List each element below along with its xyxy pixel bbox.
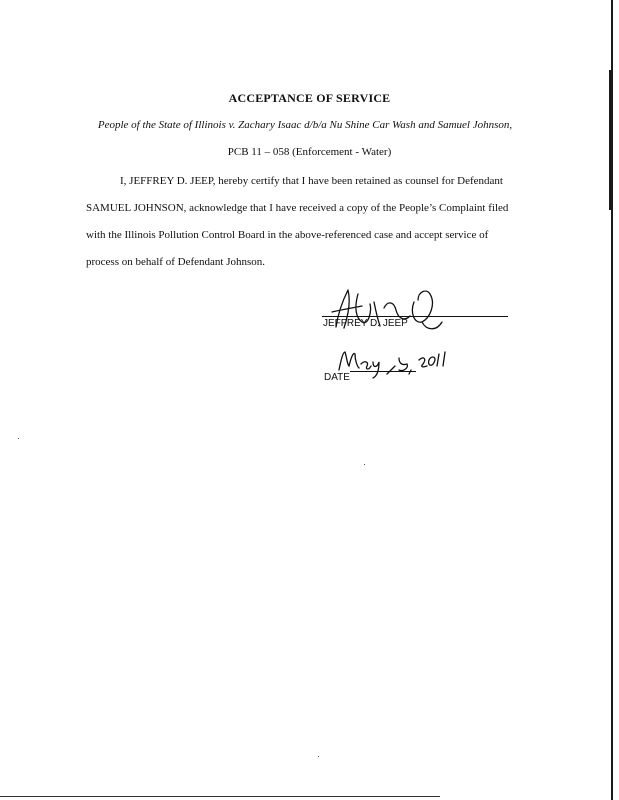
body-line-4: process on behalf of Defendant Johnson. (86, 256, 266, 268)
document-title: ACCEPTANCE OF SERVICE (228, 91, 391, 105)
date-line (350, 371, 416, 372)
body-line-1: I, JEFFREY D. JEEP, hereby certify that I have been retained as counsel for Defendant (120, 175, 503, 187)
case-caption: People of the State of Illinois v. Zachary Isaac d/b/a Nu Shine Car Wash and Samuel Johnson, (97, 119, 513, 131)
scan-speck (18, 438, 19, 439)
signature-line (322, 316, 508, 317)
date-label: DATE (324, 372, 350, 383)
scan-speck (364, 464, 365, 465)
handwritten-date (335, 348, 455, 378)
page-edge-bottom (0, 796, 440, 797)
scan-speck (318, 756, 319, 757)
body-line-2: SAMUEL JOHNSON, acknowledge that I have received a copy of the People’s Complaint filed (86, 202, 509, 214)
body-line-3: with the Illinois Pollution Control Board in the above-referenced case and accept service of (86, 229, 489, 241)
signer-name: JEFFREY D. JEEP (323, 318, 408, 329)
case-number: PCB 11 – 058 (Enforcement - Water) (227, 146, 392, 158)
